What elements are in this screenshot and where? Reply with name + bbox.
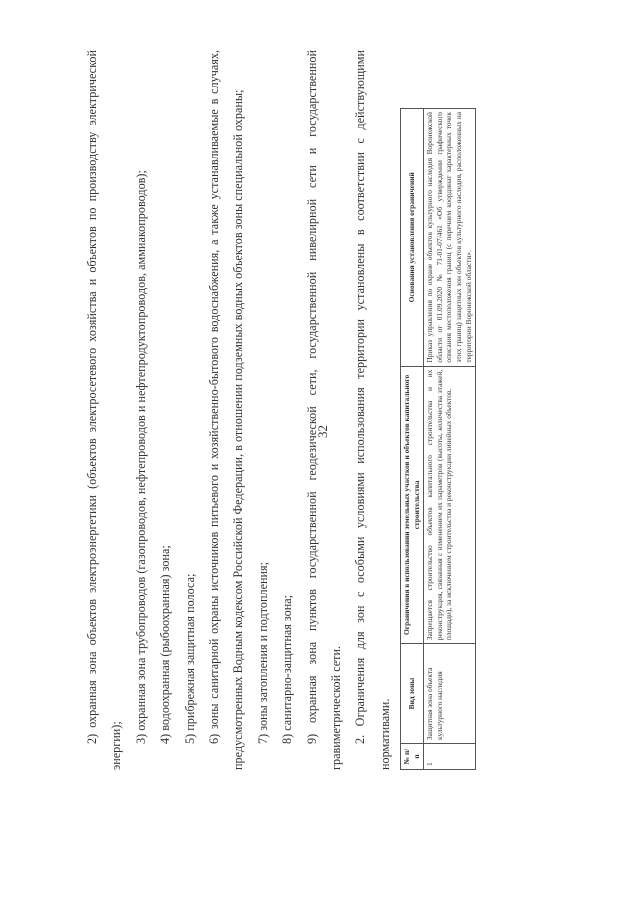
paragraph-item-3: 3) охранная зона трубопроводов (газопроводов, нефтепроводов и нефтепродуктопроводов, аммиакопроводов); xyxy=(133,170,148,744)
paragraph-restrictions-note: 2. Ограничения для зон с особыми условиями использования территории установлены в соответствии с действующими нормативами. xyxy=(353,50,392,770)
cell-number: 1 xyxy=(423,744,475,770)
paragraph-item-4: 4) водоохранная (рыбоохранная) зона; xyxy=(158,545,173,744)
restrictions-table xyxy=(400,108,476,770)
cell-restriction: Запрещается строительство объектов капитального строительства и их реконструкция, связанная с изменением их параметров (высоты, количества этажей, площади), за исключением строительства и реконструкции линейных объектов. xyxy=(423,366,475,644)
table-row xyxy=(423,109,475,770)
document-body xyxy=(80,50,476,770)
paragraph-item-6: 6) зоны санитарной охраны источников питьевого и хозяйственно-бытового водоснабжения, а также устанавливаемые в случаях, предусмотренных Водным кодексом Российской Федерации, в отношении подземных водных объектов зоны специальной охраны; xyxy=(207,50,246,770)
header-basis: Основания установления ограничений xyxy=(401,109,424,367)
cell-zone-type: Защитная зона объекта культурного наследия xyxy=(423,644,475,744)
table-header-row xyxy=(401,109,424,770)
cell-basis: Приказ управления по охране объектов культурного наследия Воронежской области от 01.09.2020 № 71-01-07/461 «Об утверждении графического описания местоположения границ (с перечнем координат характерных точек этих границ) защитных зон объектов культурного наследия, расположенных на территории Воронежской области». xyxy=(423,109,475,367)
paragraph-item-8: 8) санитарно-защитная зона; xyxy=(280,594,295,744)
paragraph-item-2: 2) охранная зона объектов электроэнергетики (объектов электросетевого хозяйства и объектов по производству электрической энергии); xyxy=(85,50,124,770)
page-number: 32 xyxy=(315,425,330,438)
paragraph-item-5: 5) прибрежная защитная полоса; xyxy=(182,573,197,744)
paragraph-item-7: 7) зоны затопления и подтопления; xyxy=(255,561,270,744)
header-restrictions: Ограничения в использовании земельных участков и объектов капитального строительства xyxy=(401,366,424,644)
paragraph-item-9: 9) охранная зона пунктов государственной геодезической сети, государственной нивелирной сети и государственной гравиметрической сети. xyxy=(304,50,344,770)
header-zone-type: Вид зоны xyxy=(401,644,424,744)
header-number: № п/п xyxy=(401,744,424,770)
